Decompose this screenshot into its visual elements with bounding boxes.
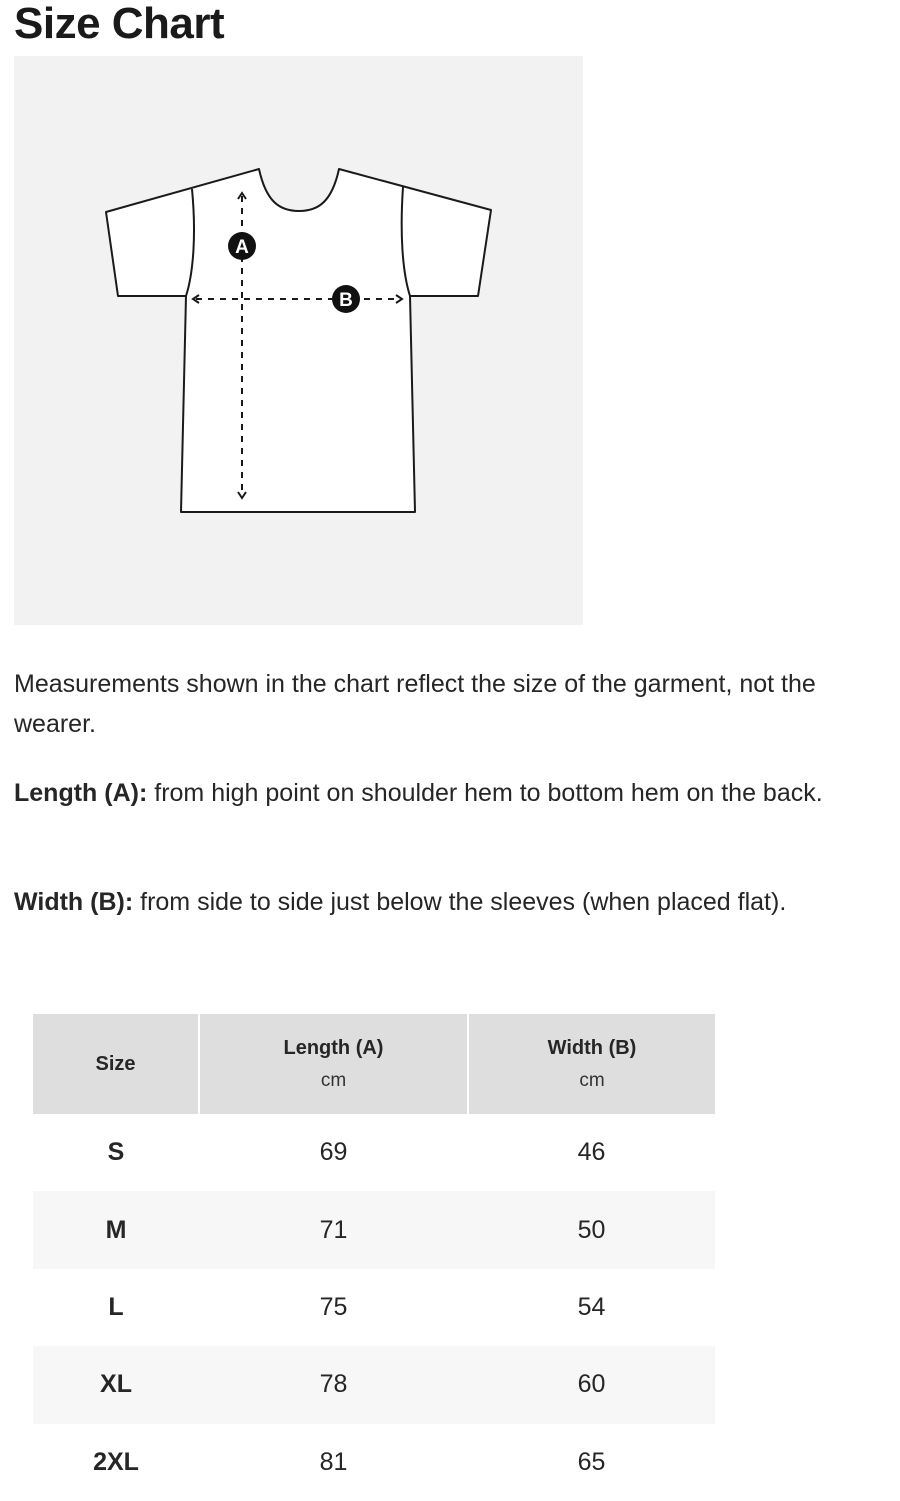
size-table <box>33 1014 715 1501</box>
header-size: Size <box>33 1014 199 1114</box>
length-cell: 78 <box>199 1346 468 1423</box>
header-width-unit: cm <box>579 1069 605 1091</box>
length-cell: 81 <box>319 1447 348 1476</box>
tshirt-outline <box>106 169 491 512</box>
width-cell: 54 <box>577 1292 606 1321</box>
length-text: from high point on shoulder hem to bottom hem on the back. <box>147 779 823 807</box>
header-length: Length (A) cm <box>199 1014 468 1114</box>
label-a-text: A <box>235 237 249 258</box>
length-description <box>14 773 884 813</box>
table-header-row <box>33 1014 715 1114</box>
table-row <box>33 1346 715 1423</box>
size-cell: M <box>33 1191 199 1268</box>
tshirt-diagram <box>14 56 583 625</box>
length-cell: 75 <box>319 1292 348 1321</box>
page-title: Size Chart <box>14 0 225 48</box>
intro-text: Measurements shown in the chart reflect the size of the garment, not the wearer. <box>14 670 816 738</box>
size-cell: S <box>107 1138 125 1167</box>
width-cell: 46 <box>577 1138 606 1167</box>
length-label: Length (A): <box>14 779 148 807</box>
width-cell: 50 <box>468 1191 715 1268</box>
size-cell: L <box>108 1292 124 1321</box>
header-width: Width (B) cm <box>468 1014 715 1114</box>
table-row <box>33 1191 715 1268</box>
length-cell: 69 <box>319 1138 348 1167</box>
width-cell: 60 <box>468 1346 715 1423</box>
width-text: from side to side just below the sleeves (when placed flat). <box>133 888 787 916</box>
size-cell: 2XL <box>93 1447 139 1476</box>
size-cell: XL <box>33 1346 199 1423</box>
label-b-text: B <box>339 290 353 311</box>
width-cell: 65 <box>577 1447 606 1476</box>
width-label: Width (B): <box>14 888 134 916</box>
table-row <box>33 1424 715 1501</box>
table-row <box>33 1114 715 1191</box>
header-length-unit: cm <box>320 1069 347 1091</box>
tshirt-illustration <box>14 56 583 625</box>
width-description <box>14 882 884 922</box>
table-row <box>33 1269 715 1346</box>
length-cell: 71 <box>199 1191 468 1268</box>
